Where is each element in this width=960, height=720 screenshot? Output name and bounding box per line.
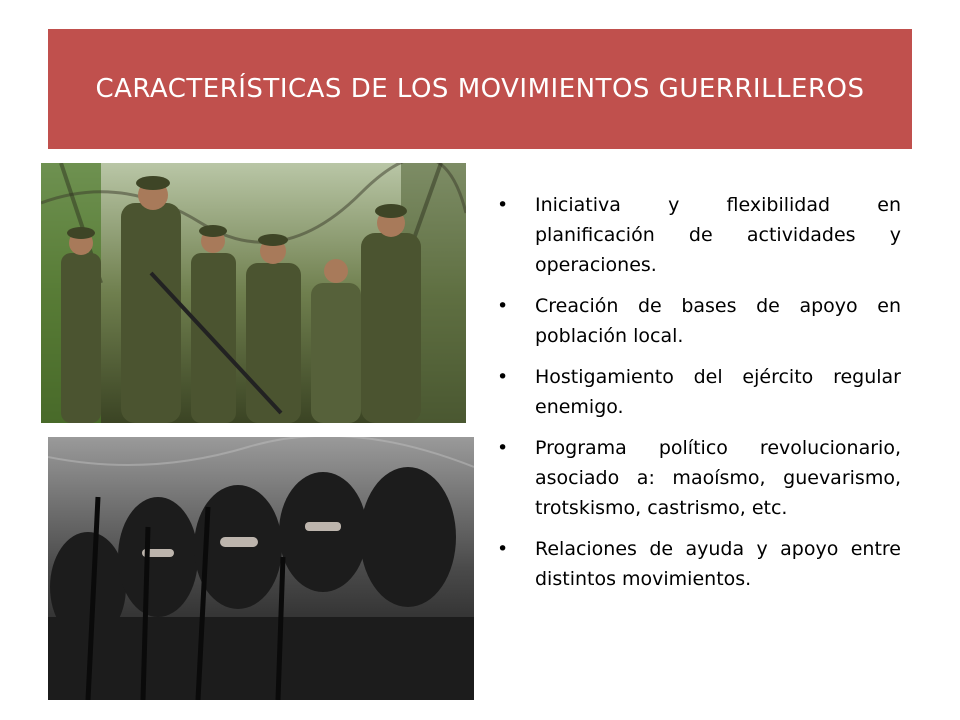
list-item: [497, 534, 901, 594]
bullet-icon: •: [497, 366, 509, 388]
masked-fighters-photo: [48, 437, 474, 700]
list-item: [497, 362, 901, 422]
guerrilla-group-photo: [41, 163, 466, 423]
bullet-icon: •: [497, 437, 509, 459]
list-item: [497, 190, 901, 280]
bullet-text: Relaciones de ayuda y apoyo entre distintos movimientos.: [535, 538, 901, 590]
list-item: [497, 433, 901, 523]
title-banner: [48, 29, 912, 149]
bullet-text: Hostigamiento del ejército regular enemigo.: [535, 366, 901, 418]
bullet-text: Iniciativa y flexibilidad en planificación de actividades y operaciones.: [535, 194, 901, 276]
bullet-text: Creación de bases de apoyo en población local.: [535, 295, 901, 347]
bullet-icon: •: [497, 194, 509, 216]
bullet-icon: •: [497, 295, 509, 317]
bullet-icon: •: [497, 538, 509, 560]
bullet-list: [497, 190, 901, 605]
bullet-text: Programa político revolucionario, asociado a: maoísmo, guevarismo, trotskismo, castrismo, etc.: [535, 437, 901, 519]
slide-title: CARACTERÍSTICAS DE LOS MOVIMIENTOS GUERRILLEROS: [95, 74, 865, 104]
list-item: [497, 291, 901, 351]
